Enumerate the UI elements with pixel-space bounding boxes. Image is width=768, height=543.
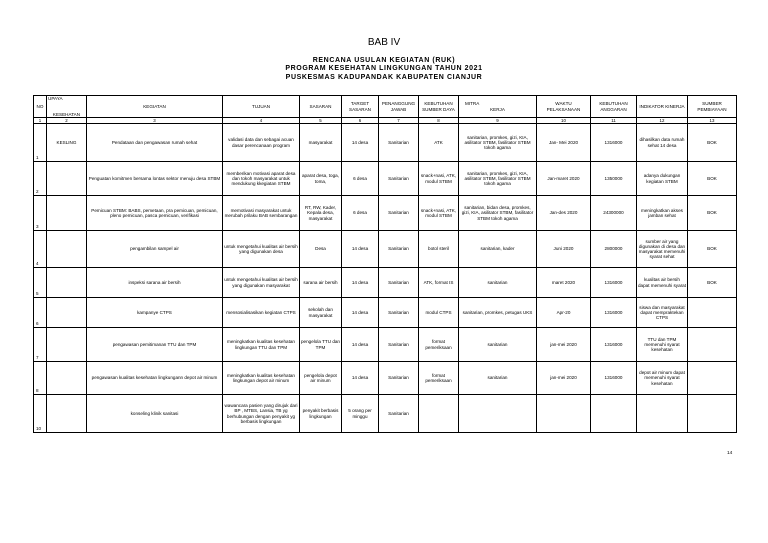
header-upaya [47, 96, 87, 118]
tujuan-cell: meningkatkan kualitas kesehatan lingkungan TTU dan TPM [223, 328, 300, 362]
target-cell: 14 desa [342, 231, 379, 268]
penanggung-jawab-cell: Sanitarian [379, 196, 419, 231]
col-number: 3 [87, 118, 223, 124]
col-number: 7 [379, 118, 419, 124]
mitra-cell: sanitarian, promkes, petugas UKS [459, 298, 537, 328]
tujuan-cell: wawancara pasien yang dirujuk dari BP , MTBS, Lansia, TB yg berhubungan dengan penyakit yg berbasis lingkungan [223, 395, 300, 433]
target-cell: 5 orang per minggu [342, 395, 379, 433]
table-row [34, 162, 737, 196]
pembiayaan-cell: BOK [688, 231, 737, 268]
tujuan-cell: validasi data dan sebagai acuan dasar perencanaan program [223, 124, 300, 162]
header-kebutuhan-sumber-daya: KEBUTUHAN SUMBER DAYA [419, 96, 459, 118]
col-number: 5 [300, 118, 342, 124]
col-number: 12 [637, 118, 688, 124]
ruk-table [33, 95, 737, 433]
anggaran-cell: 1316000 [591, 298, 637, 328]
col-number: 2 [47, 118, 87, 124]
header-kegiatan: KEGIATAN [87, 96, 223, 118]
col-number: 1 [34, 118, 47, 124]
kegiatan-cell: pengawasan pemitimanan TTU dan TPM [87, 328, 223, 362]
anggaran-cell: 2800000 [591, 231, 637, 268]
header-mitra-bottom: KERJA [490, 106, 505, 112]
waktu-cell: Apr-20 [537, 298, 591, 328]
target-cell: 6 desa [342, 196, 379, 231]
sasaran-cell: sekolah dan masyarakat [300, 298, 342, 328]
sasaran-cell: aparat desa, toga, toma, [300, 162, 342, 196]
header-mitra [459, 96, 537, 118]
indikator-cell: adanya dukungan kegiatan STBM [637, 162, 688, 196]
sasaran-cell: penyakit berbasis lingkungan [300, 395, 342, 433]
waktu-cell: jan-mei 2020 [537, 328, 591, 362]
tujuan-cell: meningkatkan kualitas kesehatan lingkungan depot air minum [223, 362, 300, 395]
mitra-cell: sanitarian, promkes, gizi, KIA, asilitator STBM, fasilitator STBM tokoh agama [459, 124, 537, 162]
row-number: 5 [34, 268, 47, 298]
table-row [34, 268, 737, 298]
penanggung-jawab-cell: Sanitarian [379, 268, 419, 298]
anggaran-cell [591, 395, 637, 433]
pembiayaan-cell [688, 328, 737, 362]
sumber-daya-cell: ATK [419, 124, 459, 162]
anggaran-cell: 1316000 [591, 268, 637, 298]
header-mitra-top: MITRA [465, 101, 480, 107]
header-waktu: WAKTU PELAKSANAAN [537, 96, 591, 118]
indikator-cell: siswa dan masyarakat dapat mempraktekan CTPS [637, 298, 688, 328]
sumber-daya-cell [419, 395, 459, 433]
table-body [34, 124, 737, 433]
indikator-cell: depot air minum dapat memenuhi syarat kesehatan [637, 362, 688, 395]
mitra-cell: sanitarian [459, 362, 537, 395]
penanggung-jawab-cell: Sanitarian [379, 231, 419, 268]
sasaran-cell: pengelola depot air minum [300, 362, 342, 395]
col-number: 10 [537, 118, 591, 124]
indikator-cell: meningkatkan akses jamban sehat [637, 196, 688, 231]
table-row [34, 298, 737, 328]
waktu-cell: jan-mei 2020 [537, 362, 591, 395]
upaya-cell: KESLING [47, 124, 87, 162]
kegiatan-cell: pengambilan sampel air [87, 231, 223, 268]
chapter-heading: BAB IV [367, 37, 401, 48]
pembiayaan-cell: BOK [688, 162, 737, 196]
penanggung-jawab-cell: Sanitarian [379, 298, 419, 328]
table-row [34, 395, 737, 433]
waktu-cell: Jan-des 2020 [537, 196, 591, 231]
target-cell: 14 desa [342, 298, 379, 328]
header-indikator: INDIKATOR KINERJA [637, 96, 688, 118]
penanggung-jawab-cell: Sanitarian [379, 395, 419, 433]
upaya-cell [47, 362, 87, 395]
pembiayaan-cell: BOK [688, 124, 737, 162]
col-number: 11 [591, 118, 637, 124]
header-upaya-top: UPAYA [48, 96, 63, 101]
row-number: 6 [34, 298, 47, 328]
col-number: 4 [223, 118, 300, 124]
sasaran-cell: masyarakat [300, 124, 342, 162]
tujuan-cell: memberikan motivasi aparat desa dan tokoh masyarakat untuk mendukung kkegiatan STBM [223, 162, 300, 196]
waktu-cell: maret 2020 [537, 268, 591, 298]
upaya-cell [47, 231, 87, 268]
penanggung-jawab-cell: Sanitarian [379, 162, 419, 196]
row-number: 1 [34, 124, 47, 162]
header-penanggung-jawab: PENANGGUNG JAWAB [379, 96, 419, 118]
sumber-daya-cell: format pemeriksaan [419, 362, 459, 395]
row-number: 4 [34, 231, 47, 268]
table-row [34, 362, 737, 395]
title-line-3: PUSKESMAS KADUPANDAK KABUPATEN CIANJUR [285, 73, 483, 81]
header-tujuan: TUJUAN [223, 96, 300, 118]
mitra-cell: sanitarian, kader [459, 231, 537, 268]
page-number: 14 [727, 451, 733, 456]
upaya-cell [47, 162, 87, 196]
table-row [34, 328, 737, 362]
col-number: 8 [419, 118, 459, 124]
upaya-cell [47, 196, 87, 231]
tujuan-cell: untuk mengetahui kualitas air bersih yang digunakan desa [223, 231, 300, 268]
header-upaya-bottom: KESEHATAN [52, 111, 81, 117]
row-number: 8 [34, 362, 47, 395]
indikator-cell [637, 395, 688, 433]
anggaran-cell: 1316000 [591, 124, 637, 162]
anggaran-cell: 1316000 [591, 362, 637, 395]
col-number: 6 [342, 118, 379, 124]
sumber-daya-cell: modul CTPS [419, 298, 459, 328]
mitra-cell: sanitarian [459, 268, 537, 298]
kegiatan-cell: Pemicuan STBM: BABS, pemetaan, pra pemicuan, pemicuan, pleno pemicuan, pasca pemicuan, verifikasi [87, 196, 223, 231]
table-header-row [34, 96, 737, 118]
document-title [0, 57, 768, 82]
mitra-cell: sanitarian, promkes, gizi, KIA, asilitator STBM, fasilitator STBM tokoh agama [459, 162, 537, 196]
upaya-cell [47, 328, 87, 362]
target-cell: 6 desa [342, 162, 379, 196]
header-target: TARGET SASARAN [342, 96, 379, 118]
pembiayaan-cell [688, 395, 737, 433]
title-line-1: RENCANA USULAN KEGIATAN (RUK) [312, 57, 456, 64]
anggaran-cell: 1316000 [591, 328, 637, 362]
mitra-cell: sanitarian, bidan desa, promkes, gizi, KIA, asilitator STBM, fasilitator STBM tokoh agama [459, 196, 537, 231]
kegiatan-cell: konseling klinik sanitasi [87, 395, 223, 433]
waktu-cell: Jan-maret 2020 [537, 162, 591, 196]
table-row [34, 124, 737, 162]
header-sumber-pembiayaan: SUMBER PEMBIAYAAN [688, 96, 737, 118]
kegiatan-cell: kampanye CTPS [87, 298, 223, 328]
target-cell: 14 desa [342, 362, 379, 395]
kegiatan-cell: inspeksi sarana air bersih [87, 268, 223, 298]
upaya-cell [47, 268, 87, 298]
indikator-cell: TTU dan TPM memenuhi syarat kesehatan [637, 328, 688, 362]
row-number: 3 [34, 196, 47, 231]
sumber-daya-cell: snack+nasi, ATK, modul STBM [419, 162, 459, 196]
mitra-cell [459, 395, 537, 433]
mitra-cell: sanitarian [459, 328, 537, 362]
sasaran-cell: RT, RW, Kader, Kepala desa, masyarakat [300, 196, 342, 231]
sumber-daya-cell: format pemeriksaan [419, 328, 459, 362]
row-number: 2 [34, 162, 47, 196]
indikator-cell: kualitas air bersih dapat memenuhi syarat [637, 268, 688, 298]
waktu-cell: Juni 2020 [537, 231, 591, 268]
row-number: 10 [34, 395, 47, 433]
penanggung-jawab-cell: Sanitarian [379, 124, 419, 162]
col-number: 13 [688, 118, 737, 124]
table-row [34, 231, 737, 268]
penanggung-jawab-cell: Sanitarian [379, 328, 419, 362]
kegiatan-cell: Penguatan komitmen bersama lontas sektor menuju desa STBM [87, 162, 223, 196]
anggaran-cell: 1350000 [591, 162, 637, 196]
waktu-cell [537, 395, 591, 433]
target-cell: 14 desa [342, 268, 379, 298]
tujuan-cell: memotivasi masyarakat untuk merubah prilaku BAB sembarangan [223, 196, 300, 231]
sumber-daya-cell: botol steril [419, 231, 459, 268]
indikator-cell: dihasilkan data rumah sehat 14 desa [637, 124, 688, 162]
kegiatan-cell: Pendataan dan pengawasan rumah sehat [87, 124, 223, 162]
pembiayaan-cell [688, 298, 737, 328]
sumber-daya-cell: snack+nasi, ATK, modul STBM [419, 196, 459, 231]
kegiatan-cell: pengawasan kualitas kesehatan lingkungann depot air minum [87, 362, 223, 395]
upaya-cell [47, 395, 87, 433]
header-anggaran: KEBUTUHAN ANGGARAN [591, 96, 637, 118]
row-number: 7 [34, 328, 47, 362]
title-line-2: PROGRAM KESEHATAN LINGKUNGAN TAHUN 2021 [285, 65, 483, 73]
tujuan-cell: untuk mengetahui kualitas air bersih yang digunakan masyarakat [223, 268, 300, 298]
pembiayaan-cell [688, 362, 737, 395]
pembiayaan-cell: BOK [688, 268, 737, 298]
pembiayaan-cell: BOK [688, 196, 737, 231]
col-number: 9 [459, 118, 537, 124]
upaya-cell [47, 298, 87, 328]
table-row [34, 196, 737, 231]
anggaran-cell: 24300000 [591, 196, 637, 231]
indikator-cell: sumber air yang digunakan di desa dan masyarakat memenuhi syarat sehat [637, 231, 688, 268]
target-cell: 14 desa [342, 124, 379, 162]
sasaran-cell: sarana air bersih [300, 268, 342, 298]
header-sasaran: SASARAN [300, 96, 342, 118]
penanggung-jawab-cell: Sanitarian [379, 362, 419, 395]
sumber-daya-cell: ATK, format IS [419, 268, 459, 298]
sasaran-cell: Desa [300, 231, 342, 268]
tujuan-cell: mensosialisasikan kegiatan CTPS [223, 298, 300, 328]
waktu-cell: Jan- Mei 2020 [537, 124, 591, 162]
sasaran-cell: pengelola TTU dan TPM [300, 328, 342, 362]
header-no: NO [34, 96, 47, 118]
target-cell: 14 desa [342, 328, 379, 362]
